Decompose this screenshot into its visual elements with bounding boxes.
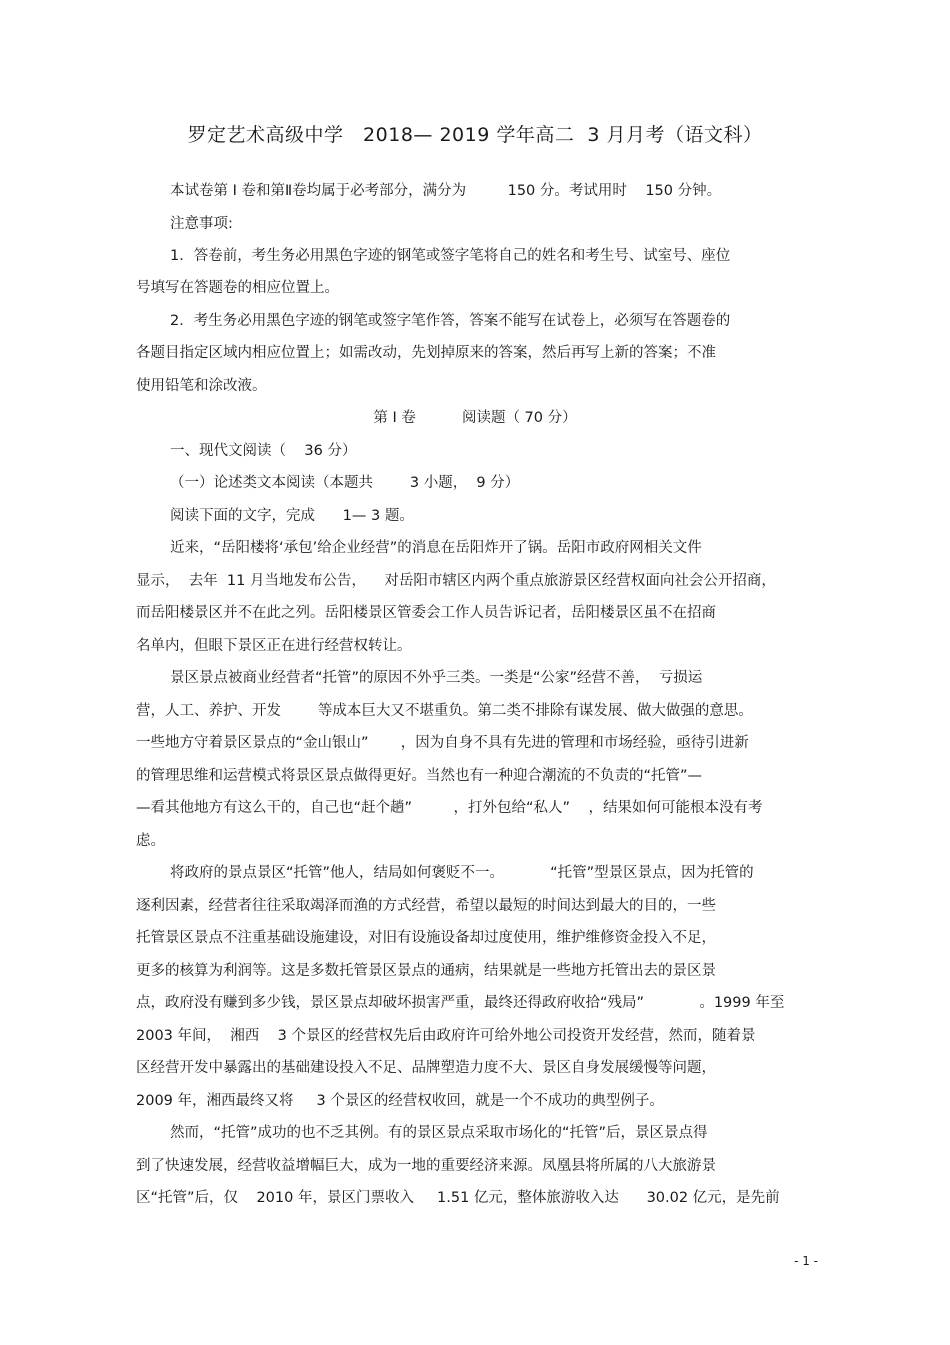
- paragraph-line: 虑。: [136, 833, 165, 849]
- paragraph-line: 到了快速发展，经营收益增幅巨大，成为一地的重要经济来源。凤凰县将所属的八大旅游景: [136, 1158, 716, 1174]
- part-heading: 一、现代文阅读（ 36 分）: [170, 443, 357, 459]
- paragraph-line: 然而，“托管”成功的也不乏其例。有的景区景点采取市场化的“托管”后，景区景点得: [170, 1125, 708, 1141]
- paragraph-line: 营，人工、养护、开发 等成本巨大又不堪重负。第二类不排除有谋发展、做大做强的意思。: [136, 703, 753, 719]
- exam-title: 罗定艺术高级中学 2018— 2019 学年高二 3 月月考（语文科）: [187, 124, 763, 146]
- notice-heading: 注意事项:: [170, 216, 233, 232]
- page-number: - 1 -: [794, 1254, 818, 1268]
- paragraph-line: 逐利因素，经营者往往采取竭泽而渔的方式经营，希望以最短的时间达到最大的目的，一些: [136, 898, 716, 914]
- paragraph-line: 区经营开发中暴露出的基础建设投入不足、品牌塑造力度不大、景区自身发展缓慢等问题，: [136, 1060, 716, 1076]
- notice-item-2-cont: 使用铅笔和涂改液。: [136, 378, 267, 394]
- subpart-heading: （一）论述类文本阅读（本题共 3 小题， 9 分）: [170, 475, 520, 491]
- notice-item-1: 1．答卷前，考生务必用黑色字迹的钢笔或签字笔将自己的姓名和考生号、试室号、座位: [170, 248, 731, 264]
- exam-info-line: 本试卷第 I 卷和第Ⅱ卷均属于必考部分，满分为 150 分。考试用时 150 分钟。: [170, 183, 722, 199]
- paragraph-line: 点，政府没有赚到多少钱，景区景点却破坏损害严重，最终还得政府收拾“残局” 。1999 年至: [136, 995, 785, 1011]
- notice-item-2-cont: 各题目指定区域内相应位置上；如需改动，先划掉原来的答案，然后再写上新的答案；不准: [136, 345, 716, 361]
- paragraph-line: 2009 年，湘西最终又将 3 个景区的经营权收回，就是一个不成功的典型例子。: [136, 1093, 664, 1109]
- paragraph-line: 名单内，但眼下景区正在进行经营权转让。: [136, 638, 412, 654]
- instruction-line: 阅读下面的文字，完成 1— 3 题。: [170, 508, 414, 524]
- section-heading: 第 I 卷 阅读题（ 70 分）: [373, 410, 577, 426]
- paragraph-line: 区“托管”后，仅 2010 年，景区门票收入 1.51 亿元，整体旅游收入达 30.02 亿元，是先前: [136, 1190, 780, 1206]
- paragraph-line: 托管景区景点不注重基础设施建设，对旧有设施设备却过度使用，维护维修资金投入不足，: [136, 930, 716, 946]
- notice-item-1-cont: 号填写在答题卷的相应位置上。: [136, 280, 339, 296]
- notice-item-2: 2．考生务必用黑色字迹的钢笔或签字笔作答，答案不能写在试卷上，必须写在答题卷的: [170, 313, 731, 329]
- paragraph-line: —看其他地方有这么干的，自己也“赶个趟” ，打外包给“私人” ，结果如何可能根本没有考: [136, 800, 763, 816]
- paragraph-line: 更多的核算为利润等。这是多数托管景区景点的通病，结果就是一些地方托管出去的景区景: [136, 963, 716, 979]
- paragraph-line: 的管理思维和运营模式将景区景点做得更好。当然也有一种迎合潮流的不负责的“托管”—: [136, 768, 703, 784]
- paragraph-line: 近来，“岳阳楼将‘承包’给企业经营”的消息在岳阳炸开了锅。岳阳市政府网相关文件: [170, 540, 702, 556]
- paragraph-line: 而岳阳楼景区并不在此之列。岳阳楼景区管委会工作人员告诉记者，岳阳楼景区虽不在招商: [136, 605, 716, 621]
- paragraph-line: 显示， 去年 11 月当地发布公告， 对岳阳市辖区内两个重点旅游景区经营权面向社会公开招商，: [136, 573, 776, 589]
- paragraph-line: 一些地方守着景区景点的“金山银山” ，因为自身不具有先进的管理和市场经验，亟待引进新: [136, 735, 749, 751]
- paragraph-line: 将政府的景点景区“托管”他人，结局如何褒贬不一。 “托管”型景区景点，因为托管的: [170, 865, 754, 881]
- paragraph-line: 景区景点被商业经营者“托管”的原因不外乎三类。一类是“公家”经营不善， 亏损运: [170, 670, 703, 686]
- paragraph-line: 2003 年间， 湘西 3 个景区的经营权先后由政府许可给外地公司投资开发经营，然而，随着景: [136, 1028, 756, 1044]
